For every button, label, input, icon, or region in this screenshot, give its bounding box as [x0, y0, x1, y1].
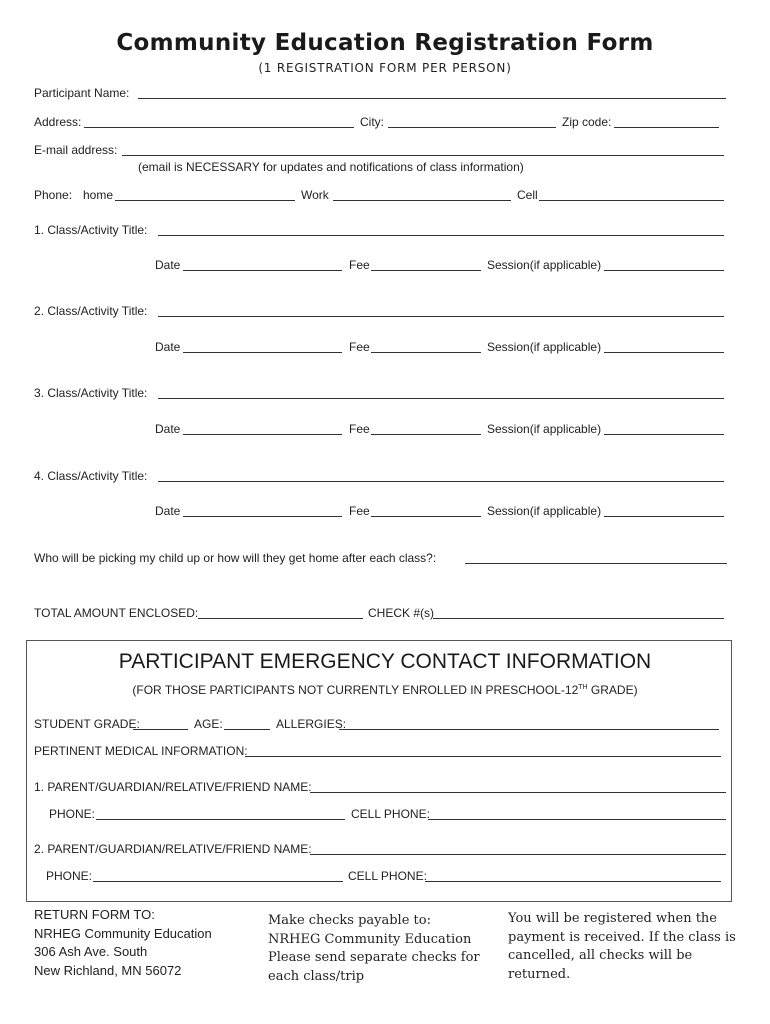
class-3-title-label: 3. Class/Activity Title: — [34, 386, 148, 400]
phone-label: Phone: — [34, 188, 73, 202]
registration-note-block — [508, 910, 736, 984]
contact-1-cell-label: CELL PHONE: — [351, 807, 430, 821]
return-city: New Richland, MN 56072 — [34, 962, 182, 978]
zip-label: Zip code: — [562, 115, 612, 129]
class-3-fee-label: Fee — [349, 422, 370, 436]
note-line-4: returned. — [508, 966, 571, 982]
cell-phone-field[interactable] — [539, 200, 724, 201]
class-4-date-label: Date — [155, 504, 181, 518]
class-1-date-label: Date — [155, 258, 181, 272]
contact-1-name-label: 1. PARENT/GUARDIAN/RELATIVE/FRIEND NAME: — [34, 780, 312, 794]
contact-2-phone-field[interactable] — [93, 881, 343, 882]
contact-1-cell-field[interactable] — [428, 819, 726, 820]
class-1-fee-field[interactable] — [371, 270, 481, 271]
class-2-title-field[interactable] — [158, 316, 724, 317]
checks-line-3: Please send separate checks for — [268, 950, 480, 965]
work-phone-field[interactable] — [333, 200, 511, 201]
pickup-field[interactable] — [465, 563, 727, 564]
class-3-date-field[interactable] — [183, 434, 342, 435]
class-3-date-label: Date — [155, 422, 181, 436]
class-3-session-label: Session(if applicable) — [487, 422, 602, 436]
class-4-fee-label: Fee — [349, 504, 370, 518]
pickup-label: Who will be picking my child up or how will they get home after each class?: — [34, 551, 437, 565]
medical-info-field[interactable] — [245, 756, 721, 757]
email-label: E-mail address: — [34, 143, 118, 157]
emergency-contact-subtitle: (FOR THOSE PARTICIPANTS NOT CURRENTLY ENROLLED IN PRESCHOOL-12TH GRADE) — [132, 683, 638, 697]
allergies-field[interactable] — [339, 729, 719, 730]
age-field[interactable] — [224, 729, 270, 730]
class-3-title-field[interactable] — [158, 398, 724, 399]
class-2-title-label: 2. Class/Activity Title: — [34, 304, 148, 318]
age-label: AGE: — [194, 717, 223, 731]
contact-1-phone-label: PHONE: — [49, 807, 96, 821]
participant-name-field[interactable] — [138, 98, 726, 99]
class-1-title-field[interactable] — [158, 235, 724, 236]
class-2-date-field[interactable] — [183, 352, 342, 353]
class-1-title-label: 1. Class/Activity Title: — [34, 223, 148, 237]
class-4-session-label: Session(if applicable) — [487, 504, 602, 518]
medical-info-label: PERTINENT MEDICAL INFORMATION: — [34, 744, 248, 758]
class-3-session-field[interactable] — [604, 434, 724, 435]
participant-name-label: Participant Name: — [34, 86, 130, 100]
contact-1-phone-field[interactable] — [96, 819, 345, 820]
checks-payable-block — [268, 912, 480, 986]
contact-2-name-field[interactable] — [310, 854, 726, 855]
class-4-title-field[interactable] — [158, 481, 724, 482]
class-2-session-label: Session(if applicable) — [487, 340, 602, 354]
return-label: RETURN FORM TO: — [34, 907, 155, 922]
class-3-fee-field[interactable] — [371, 434, 481, 435]
class-4-date-field[interactable] — [183, 516, 342, 517]
return-street: 306 Ash Ave. South — [34, 944, 148, 959]
class-2-fee-label: Fee — [349, 340, 370, 354]
contact-2-cell-field[interactable] — [425, 881, 721, 882]
email-field[interactable] — [122, 155, 724, 156]
contact-1-name-field[interactable] — [310, 792, 726, 793]
note-line-3: cancelled, all checks will be — [508, 948, 693, 963]
total-amount-label: TOTAL AMOUNT ENCLOSED: — [34, 606, 199, 620]
address-label: Address: — [34, 115, 82, 129]
emergency-contact-box — [26, 640, 732, 902]
class-4-title-label: 4. Class/Activity Title: — [34, 469, 148, 483]
form-title: Community Education Registration Form — [116, 30, 654, 56]
class-1-session-label: Session(if applicable) — [487, 258, 602, 272]
class-4-session-field[interactable] — [604, 516, 724, 517]
checks-line-2: NRHEG Community Education — [268, 931, 472, 947]
return-address-block — [34, 906, 212, 980]
class-1-session-field[interactable] — [604, 270, 724, 271]
class-4-fee-field[interactable] — [371, 516, 481, 517]
check-number-field[interactable] — [433, 618, 724, 619]
home-phone-field[interactable] — [115, 200, 295, 201]
home-phone-label: home — [83, 188, 114, 202]
class-1-date-field[interactable] — [183, 270, 342, 271]
return-org: NRHEG Community Education — [34, 925, 212, 941]
checks-line-1: Make checks payable to: — [268, 913, 431, 928]
email-note: (email is NECESSARY for updates and notifications of class information) — [138, 160, 524, 174]
class-1-fee-label: Fee — [349, 258, 370, 272]
work-phone-label: Work — [301, 188, 329, 202]
check-number-label: CHECK #(s) — [368, 606, 435, 620]
checks-line-4: each class/trip — [268, 968, 365, 984]
total-amount-field[interactable] — [198, 618, 363, 619]
cell-phone-label: Cell — [517, 188, 538, 202]
city-label: City: — [360, 115, 384, 129]
class-2-fee-field[interactable] — [371, 352, 481, 353]
address-field[interactable] — [84, 127, 354, 128]
contact-2-cell-label: CELL PHONE: — [348, 869, 427, 883]
class-2-session-field[interactable] — [604, 352, 724, 353]
contact-2-phone-label: PHONE: — [46, 869, 93, 883]
city-field[interactable] — [388, 127, 556, 128]
class-2-date-label: Date — [155, 340, 181, 354]
note-line-2: payment is received. If the class is — [508, 929, 736, 945]
contact-2-name-label: 2. PARENT/GUARDIAN/RELATIVE/FRIEND NAME: — [34, 842, 312, 856]
student-grade-field[interactable] — [133, 729, 188, 730]
zip-field[interactable] — [614, 127, 719, 128]
form-subtitle: (1 REGISTRATION FORM PER PERSON) — [258, 61, 512, 75]
allergies-label: ALLERGIES: — [276, 717, 347, 731]
emergency-contact-title: PARTICIPANT EMERGENCY CONTACT INFORMATION — [118, 650, 652, 673]
note-line-1: You will be registered when the — [508, 911, 717, 926]
student-grade-label: STUDENT GRADE: — [34, 717, 140, 731]
